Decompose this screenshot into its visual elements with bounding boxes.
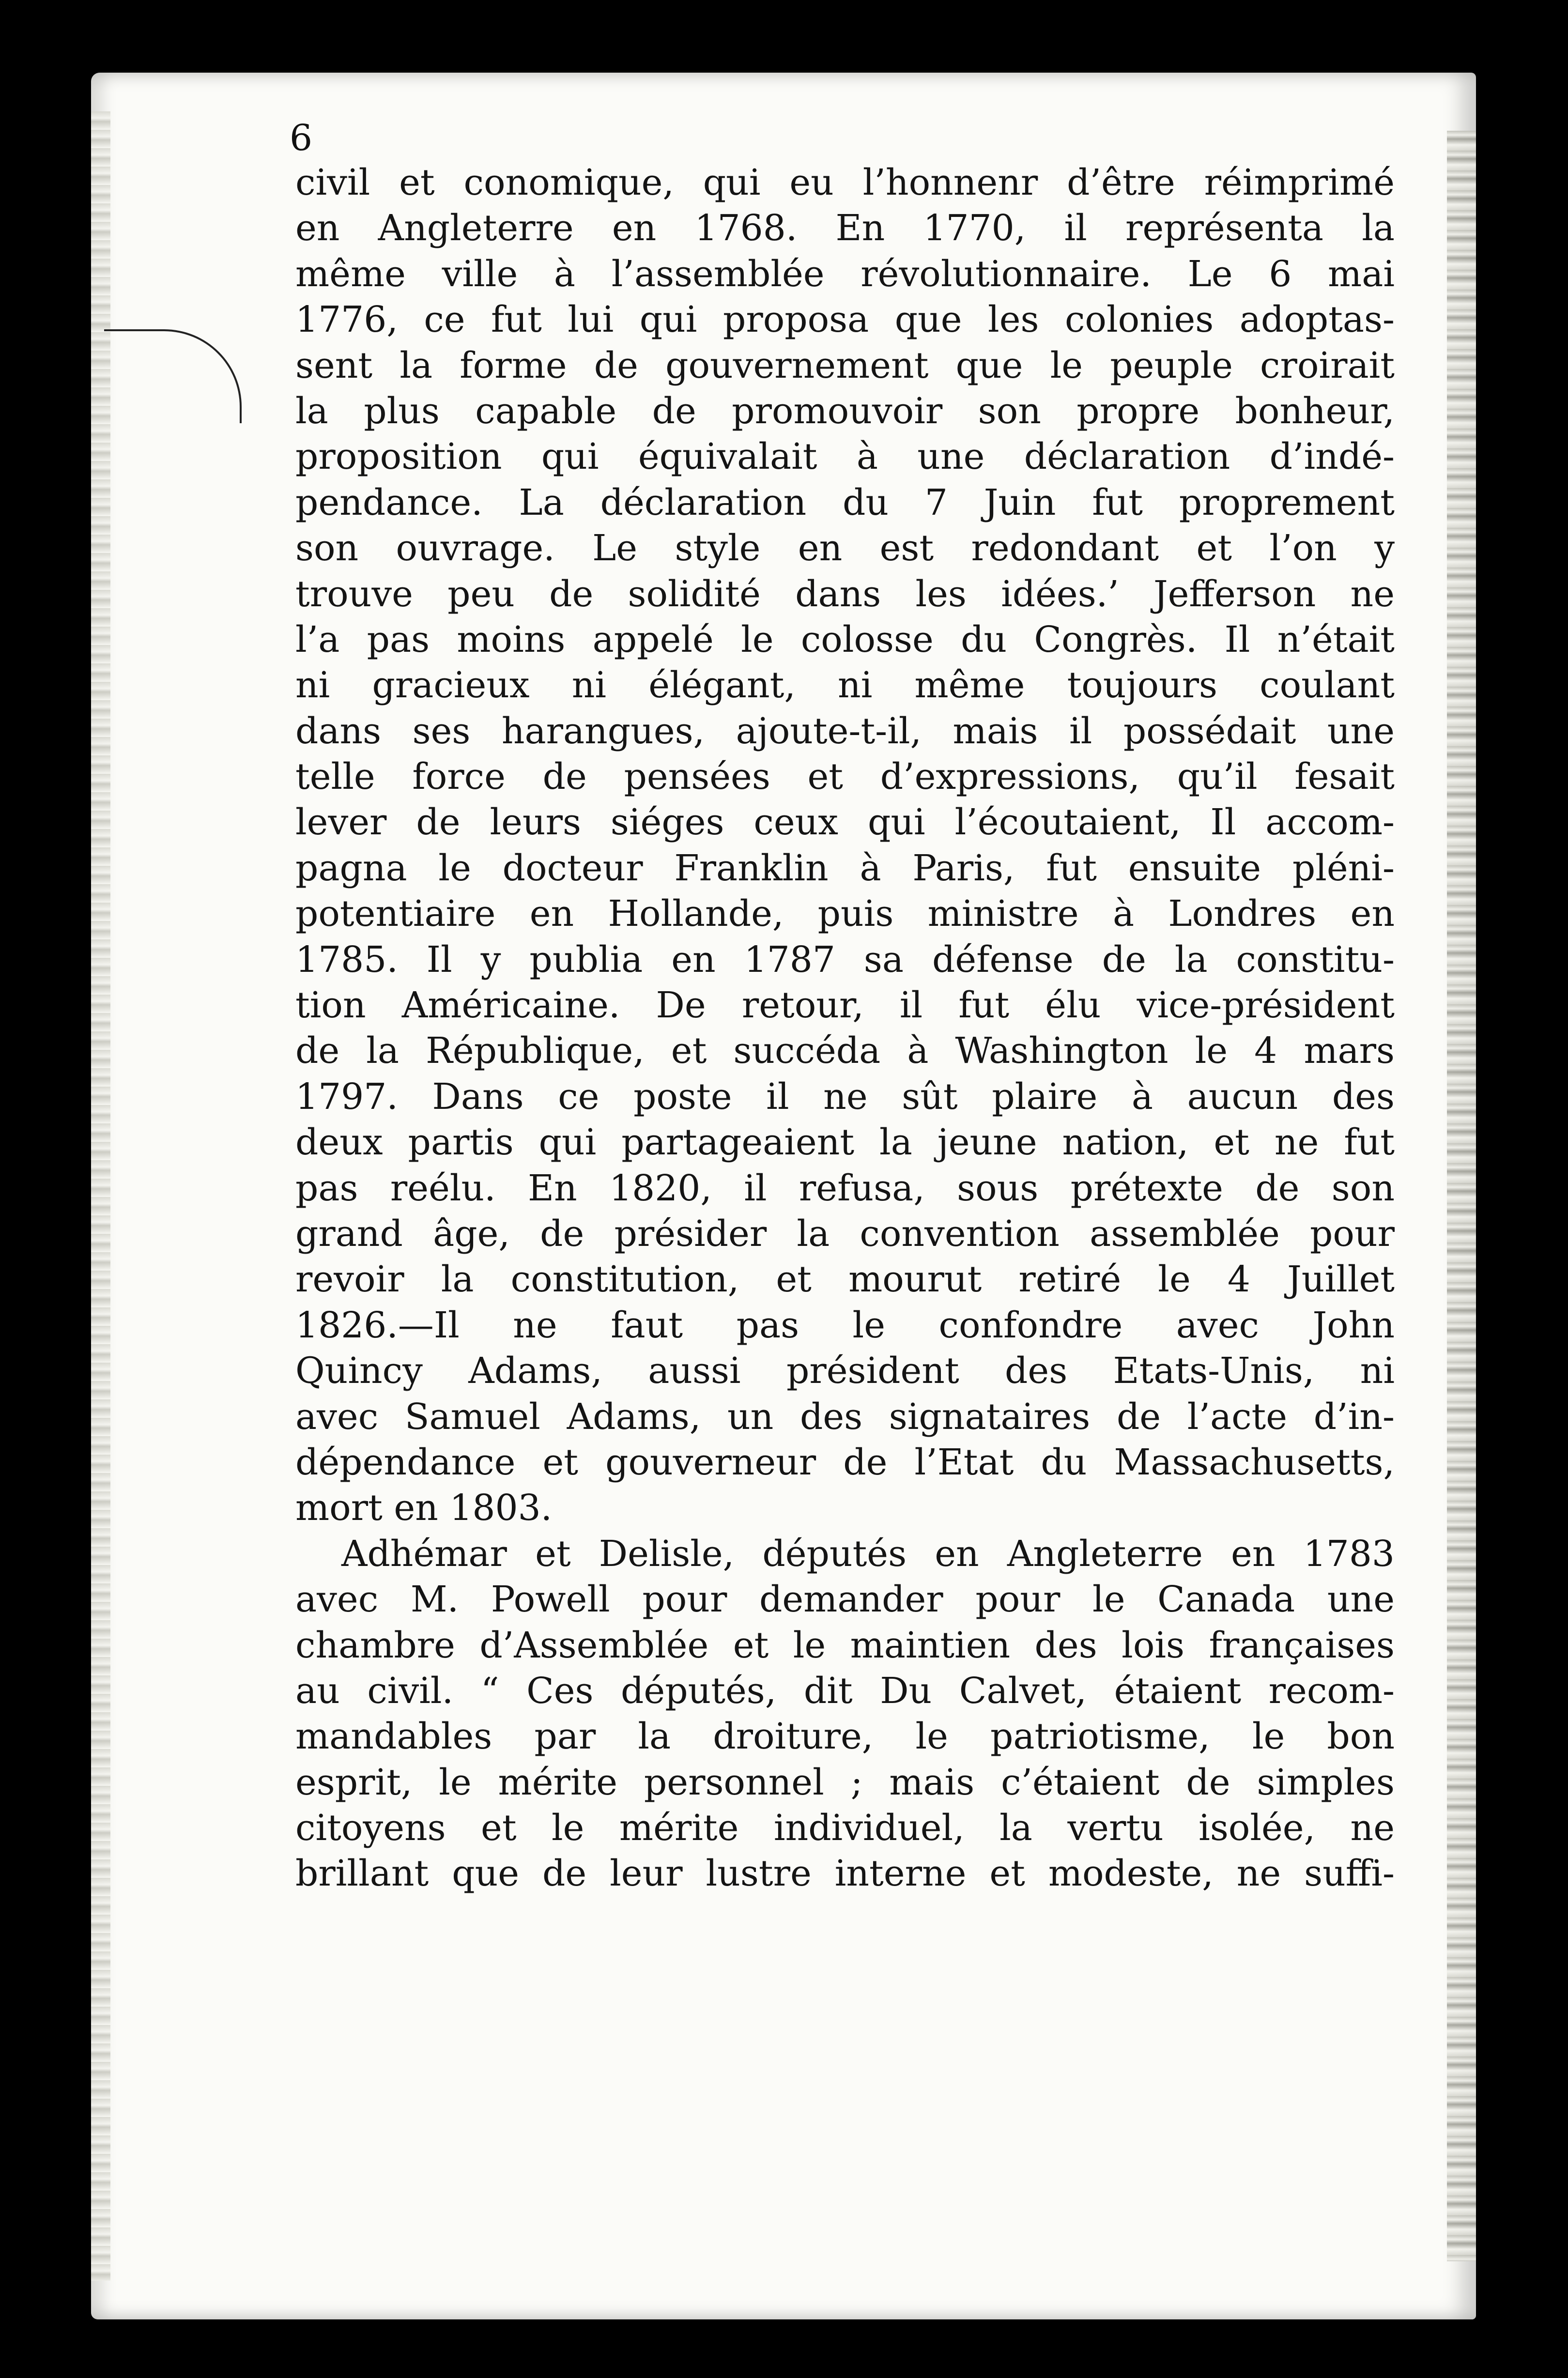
text-line: Adhémar et Delisle, députés en Angleterre en 1783: [341, 1533, 1395, 1575]
text-line: mort en 1803.: [295, 1487, 553, 1529]
text-line: citoyens et le mérite individuel, la vertu isolée, ne: [295, 1807, 1395, 1849]
text-line: esprit, le mérite personnel ; mais c’étaient de simples: [295, 1761, 1395, 1803]
text-line: au civil. “ Ces députés, dit Du Calvet, étaient recom-: [295, 1670, 1395, 1712]
text-line: trouve peu de solidité dans les idées.’ Jefferson ne: [295, 573, 1395, 615]
text-line: potentiaire en Hollande, puis ministre à Londres en: [295, 893, 1395, 935]
text-line: même ville à l’assemblée révolutionnaire. Le 6 mai: [295, 253, 1395, 295]
page-number: 6: [290, 117, 313, 159]
text-line: deux partis qui partageaient la jeune nation, et ne fut: [295, 1121, 1395, 1164]
text-line: grand âge, de présider la convention assemblée pour: [295, 1212, 1395, 1255]
page-left-edge: [91, 111, 110, 2281]
text-line: 1826.—Il ne faut pas le confondre avec John: [295, 1304, 1395, 1346]
text-line: telle force de pensées et d’expressions, qu’il fesait: [295, 756, 1395, 798]
text-line: avec M. Powell pour demander pour le Canada une: [295, 1579, 1395, 1621]
text-line: dans ses harangues, ajoute-t-il, mais il possédait une: [295, 710, 1395, 752]
text-line: dépendance et gouverneur de l’Etat du Massachusetts,: [295, 1441, 1395, 1483]
text-line: proposition qui équivalait à une déclaration d’indé-: [295, 436, 1395, 478]
text-line: Quincy Adams, aussi président des Etats-Unis, ni: [295, 1350, 1395, 1392]
page-right-edge: [1447, 131, 1476, 2261]
text-line: tion Américaine. De retour, il fut élu vice-président: [295, 984, 1395, 1027]
text-line: civil et conomique, qui eu l’honnenr d’être réimprimé: [295, 162, 1395, 203]
text-line: mandables par la droiture, le patriotisme, le bon: [295, 1716, 1395, 1758]
text-line: pas reélu. En 1820, il refusa, sous prétexte de son: [295, 1167, 1395, 1209]
text-line: ni gracieux ni élégant, ni même toujours coulant: [295, 664, 1395, 706]
body-text: [295, 160, 1395, 1897]
text-line: sent la forme de gouvernement que le peuple croirait: [295, 344, 1395, 386]
text-line: la plus capable de promouvoir son propre bonheur,: [295, 390, 1395, 432]
text-line: en Angleterre en 1768. En 1770, il représenta la: [295, 207, 1395, 249]
text-line: son ouvrage. Le style en est redondant et l’on y: [295, 527, 1395, 569]
text-line: brillant que de leur lustre interne et modeste, ne suffi-: [295, 1853, 1395, 1895]
text-line: de la République, et succéda à Washington le 4 mars: [295, 1030, 1395, 1072]
text-line: pendance. La déclaration du 7 Juin fut proprement: [295, 481, 1395, 523]
text-line: avec Samuel Adams, un des signataires de l’acte d’in-: [295, 1396, 1395, 1438]
text-line: lever de leurs siéges ceux qui l’écoutaient, Il accom-: [295, 801, 1395, 844]
text-line: revoir la constitution, et mourut retiré le 4 Juillet: [295, 1258, 1395, 1301]
text-line: 1797. Dans ce poste il ne sût plaire à aucun des: [295, 1075, 1395, 1118]
text-line: chambre d’Assemblée et le maintien des lois françaises: [295, 1624, 1395, 1666]
text-line: 1785. Il y publia en 1787 sa défense de la constitu-: [295, 938, 1395, 981]
text-line: 1776, ce fut lui qui proposa que les colonies adoptas-: [295, 299, 1395, 341]
text-line: pagna le docteur Franklin à Paris, fut ensuite pléni-: [295, 847, 1395, 889]
text-line: l’a pas moins appelé le colosse du Congrès. Il n’était: [295, 618, 1395, 660]
